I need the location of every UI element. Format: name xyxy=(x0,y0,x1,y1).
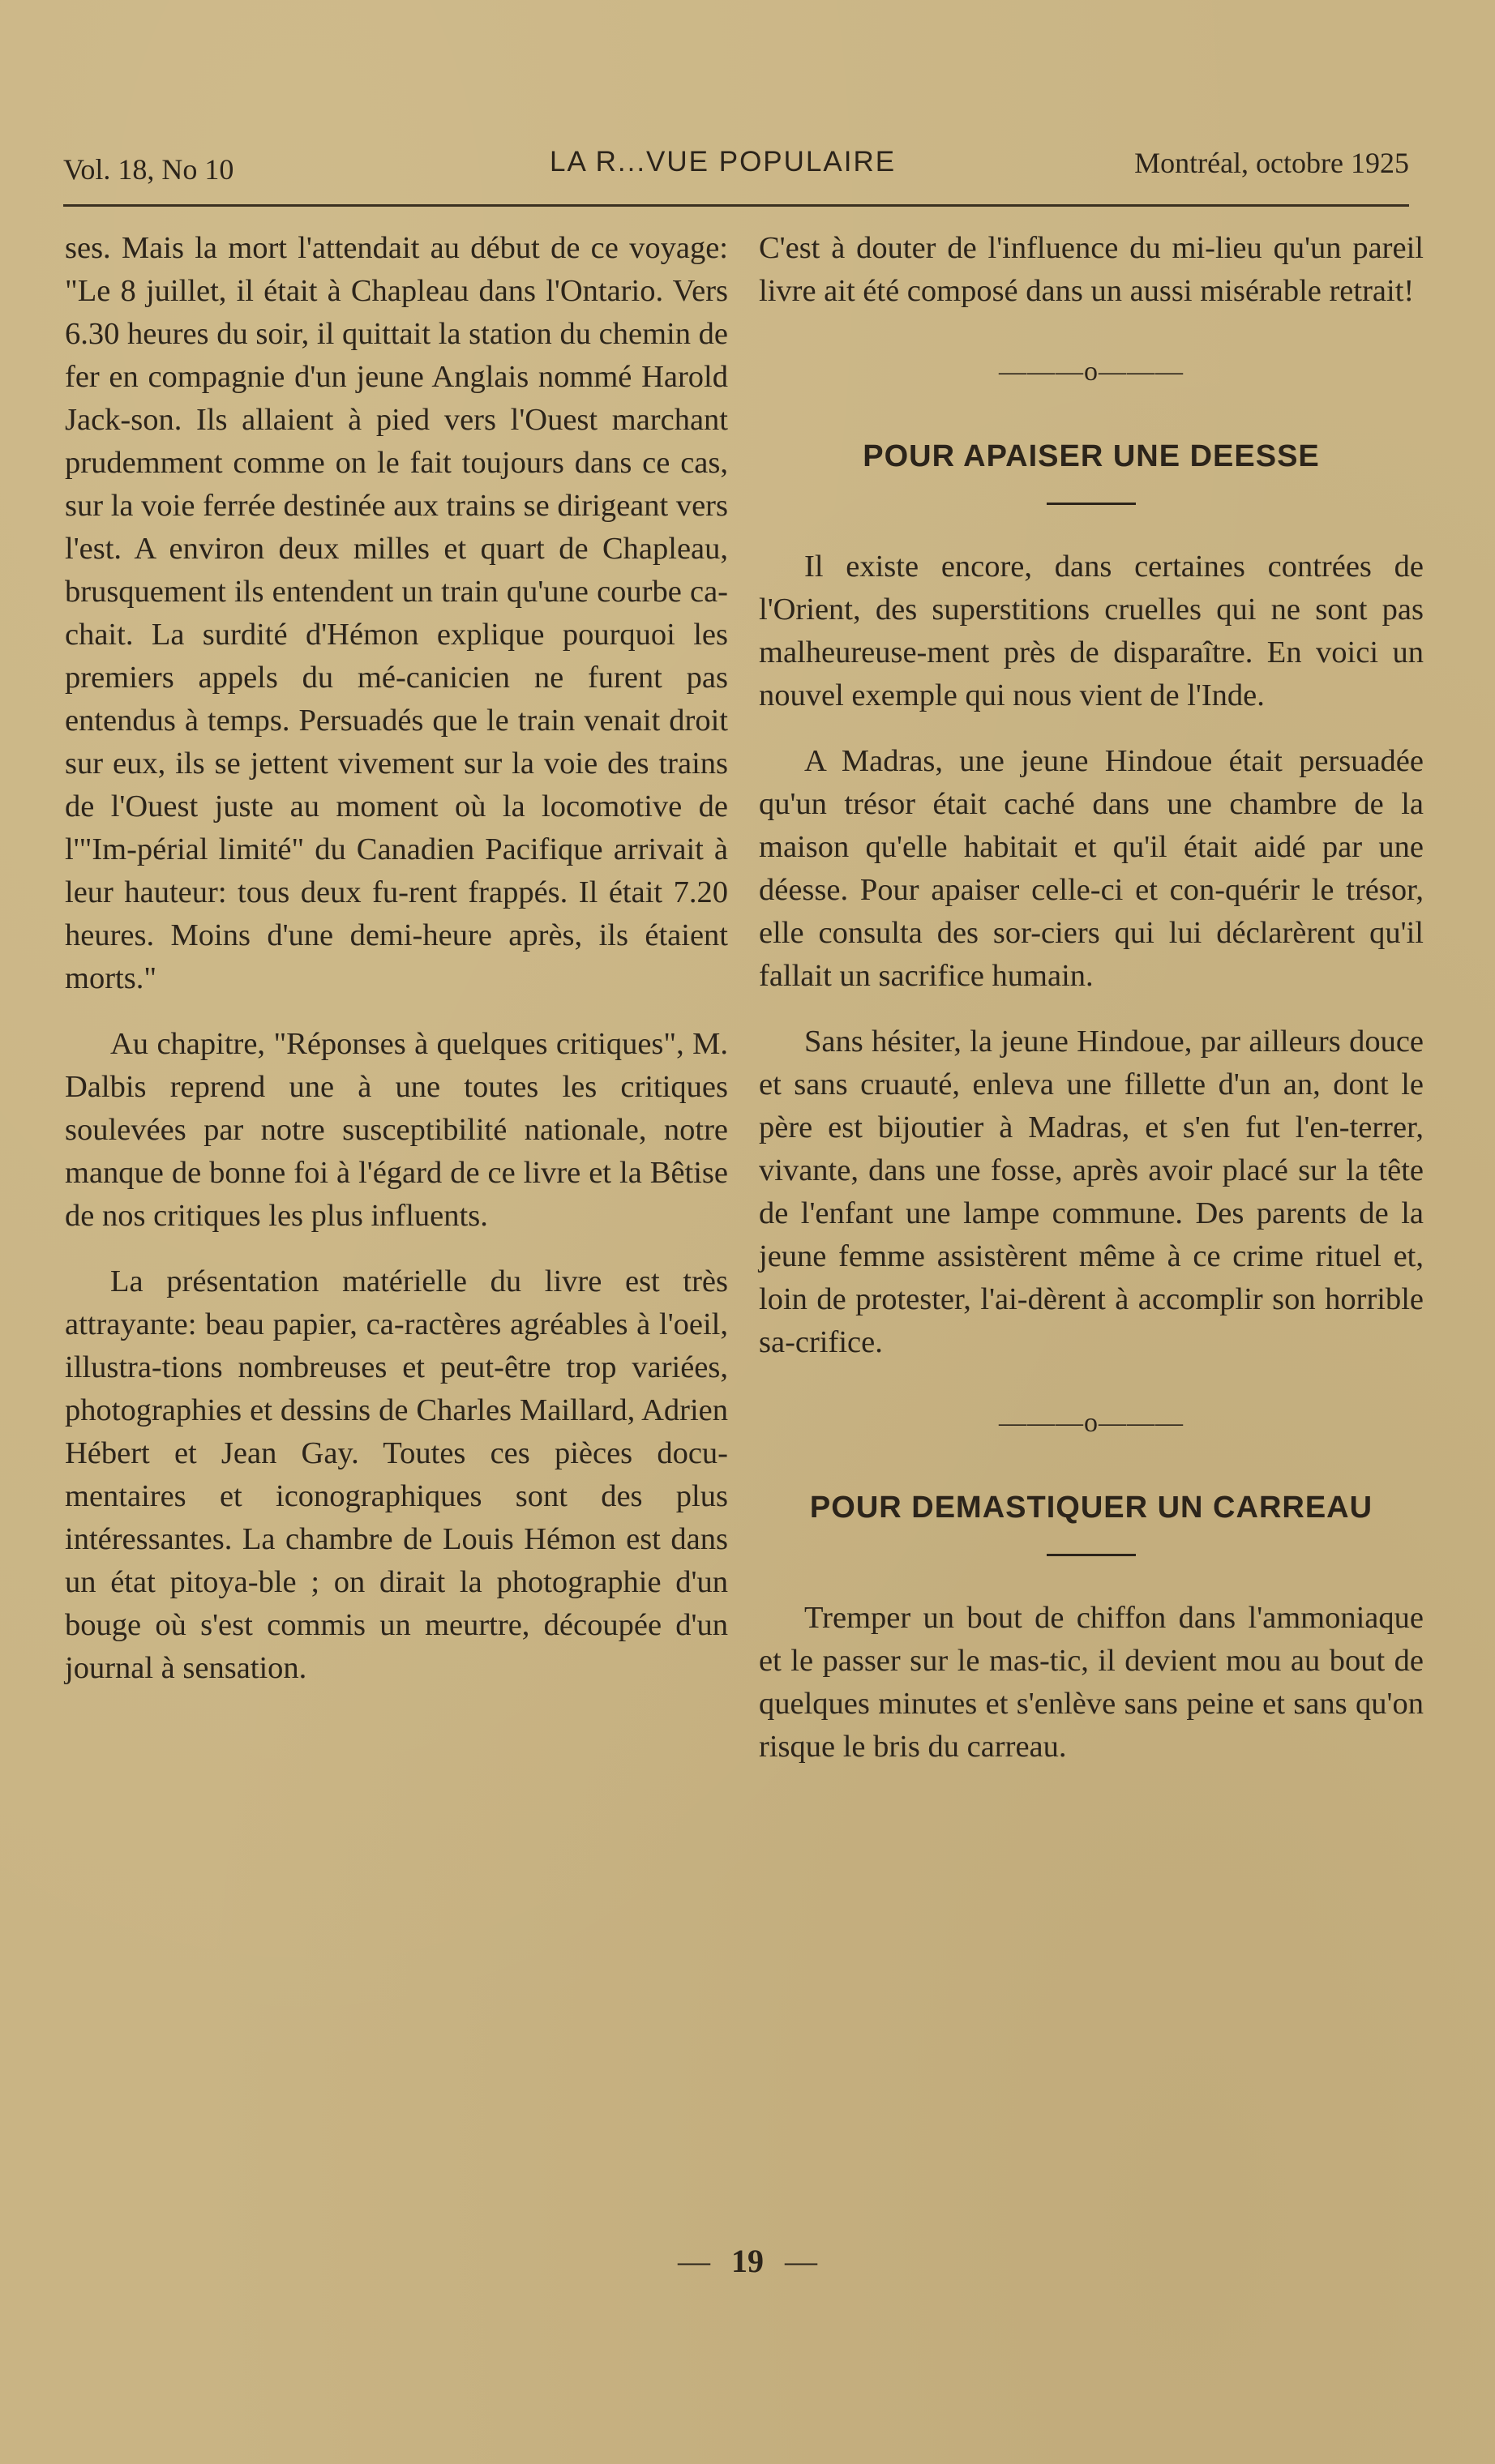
paragraph: A Madras, une jeune Hindoue était persuadée qu'un trésor était caché dans une chambre de la maison qu'elle habitait et qu'il était aidé par une déesse. Pour apaiser celle-ci et con-quérir le trésor, elle consulta des sor-ciers qui lui déclarèrent qu'il fallait un sacrifice humain. xyxy=(759,744,1424,993)
running-header xyxy=(63,146,1409,195)
volume-number: Vol. 18, No 10 xyxy=(63,153,234,186)
paragraph: Sans hésiter, la jeune Hindoue, par ailleurs douce et sans cruauté, enleva une fillette d'un an, dont le père est bijoutier à Madras, et s'en fut l'en-terrer, vivante, dans une fosse, après avoir placé sur la tête de l'enfant une lampe commune. Des parents de la jeune femme assistèrent même à ce crime rituel et, loin de protester, l'ai-dèrent à accomplir son horrible sa-crifice. xyxy=(759,1025,1424,1359)
footer-dash: — xyxy=(678,2243,710,2279)
page-footer xyxy=(0,2242,1495,2280)
article-title: POUR DEMASTIQUER UN CARREAU xyxy=(809,1491,1373,1525)
paragraph: La présentation matérielle du livre est très attrayante: beau papier, ca-ractères agréables à l'oeil, illustra-tions nombreuses et peut-être trop variées, photographies et dessins de Charles Maillard, Adrien Hébert et Jean Gay. Toutes ces pièces docu-mentaires et iconographiques sont des plus intéressantes. La chambre de Louis Hémon est dans un état pitoya-ble ; on dirait la photographie d'un bouge où s'est commis un meurtre, découpée d'un journal à sensation. xyxy=(65,1264,728,1685)
section-separator: ———o——— xyxy=(999,357,1184,387)
paragraph: Au chapitre, "Réponses à quelques critiques", M. Dalbis reprend une à une toutes les critiques soulevées par notre susceptibilité nationale, notre manque de bonne foi à l'égard de ce livre et la Bêtise de nos critiques les plus influents. xyxy=(65,1027,728,1233)
paragraph: Tremper un bout de chiffon dans l'ammoniaque et le passer sur le mas-tic, il devient mou au bout de quelques minutes et s'enlève sans peine et sans qu'on risque le bris du carreau. xyxy=(759,1601,1424,1764)
title-rule xyxy=(1047,1554,1136,1556)
page-number: 19 xyxy=(731,2243,764,2279)
paragraph: C'est à douter de l'influence du mi-lieu qu'un pareil livre ait été composé dans un aussi misérable retrait! xyxy=(759,231,1424,308)
paragraph: ses. Mais la mort l'attendait au début de ce voyage: "Le 8 juillet, il était à Chapleau dans l'Ontario. Vers 6.30 heures du soir, il quittait la station du chemin de fer en compagnie d'un jeune Anglais nommé Harold Jack-son. Ils allaient à pied vers l'Ouest marchant prudemment comme on le fait toujours dans ce cas, sur la voie ferrée destinée aux trains se dirigeant vers l'est. A environ deux milles et quart de Chapleau, brusquement ils entendent un train qu'une courbe ca-chait. La surdité d'Hémon explique pourquoi les premiers appels du mé-canicien ne furent pas entendus à temps. Persuadés que le train venait droit sur eux, ils se jettent vivement sur la voie des trains de l'Ouest juste au moment où la locomotive de l'"Im-périal limité" du Canadien Pacifique arrivait à leur hauteur: tous deux fu-rent frappés. Il était 7.20 heures. Moins d'une demi-heure après, ils étaient morts." xyxy=(65,231,728,995)
paragraph: Il existe encore, dans certaines contrées de l'Orient, des superstitions cruelles qui ne sont pas malheureuse-ment près de disparaître. En voici un nouvel exemple qui nous vient de l'Inde. xyxy=(759,550,1424,712)
title-rule xyxy=(1047,503,1136,505)
right-column xyxy=(759,227,1424,1791)
journal-title: LA R...VUE POPULAIRE xyxy=(550,146,897,178)
issue-date: Montréal, octobre 1925 xyxy=(1134,147,1409,179)
article-title: POUR APAISER UNE DEESSE xyxy=(863,439,1320,473)
section-separator: ———o——— xyxy=(999,1408,1184,1438)
left-column xyxy=(65,227,728,1713)
footer-dash: — xyxy=(785,2243,817,2279)
header-rule xyxy=(63,204,1409,207)
